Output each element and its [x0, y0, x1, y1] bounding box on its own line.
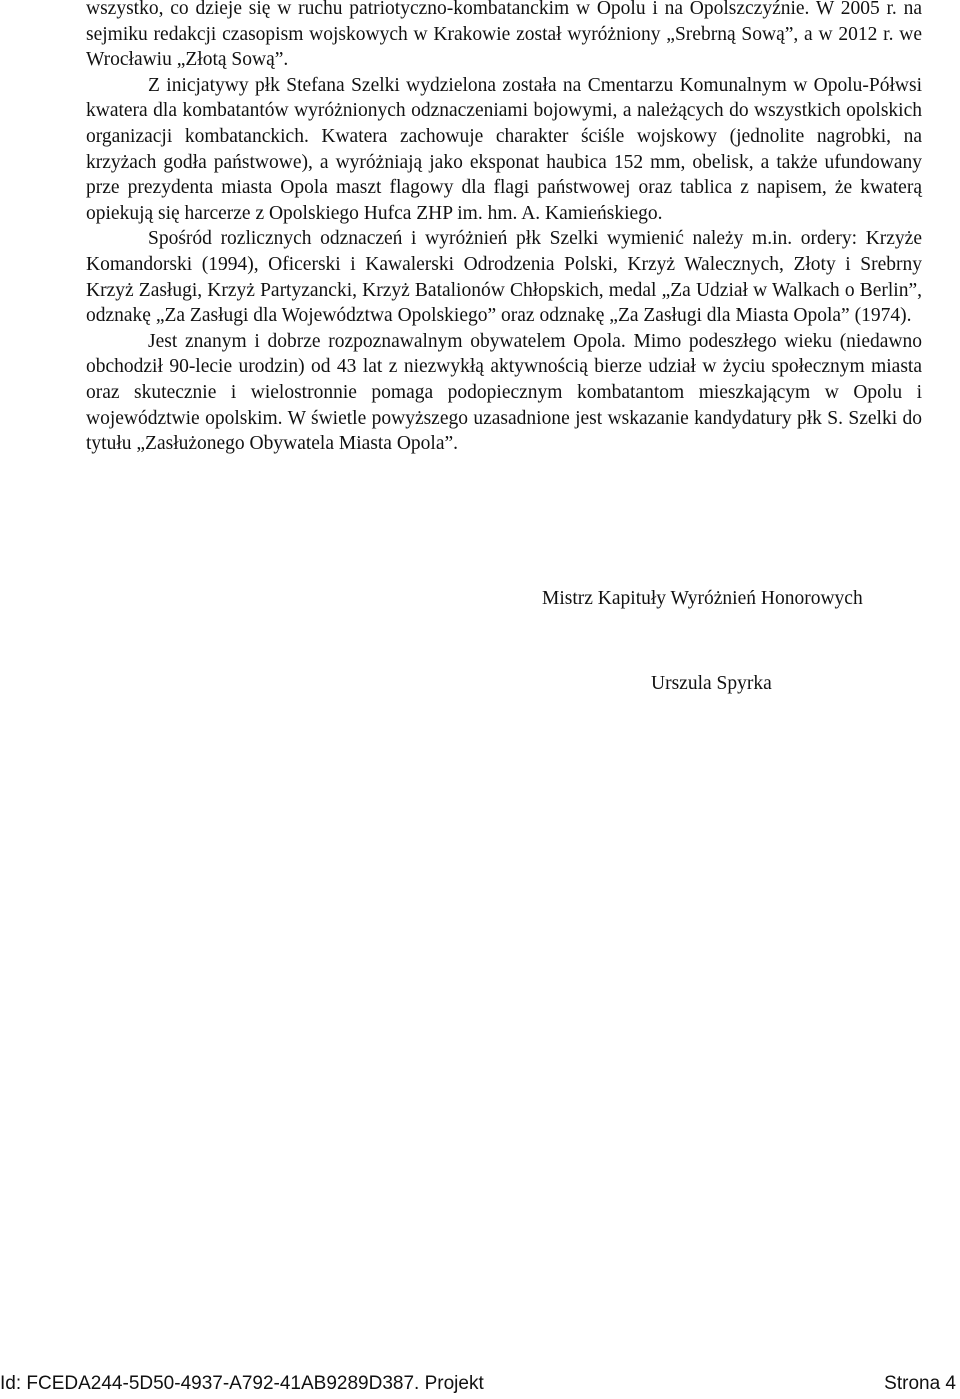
paragraph-awards: Spośród rozlicznych odznaczeń i wyróżnień płk Szelki wymienić należy m.in. ordery: Krzyże Komandorski (1994), Oficerski i Kawalerski Odrodzenia Polski, Krzyż Walecznych, Złoty i Srebrny Krzyż Zasługi, Krzyż Partyzancki, Krzyż Batalionów Chłopskich, medal „Za Udział w Walkach o Berlin”, odznakę „Za Zasługi dla Województwa Opolskiego” oraz odznakę „Za Zasługi dla Miasta Opola” (1974).: [86, 228, 922, 327]
page-footer: [0, 1370, 960, 1398]
paragraph-justification: Jest znanym i dobrze rozpoznawalnym obywatelem Opola. Mimo podeszłego wieku (niedawno obchodził 90-lecie urodzin) od 43 lat z niezwykłą aktywnością bierze udział w życiu społecznym miasta oraz skutecznie i wielostronnie pomaga podopiecznym kombatantom mieszkającym w Opolu i województwie opolskim. W świetle powyższego uzasadnione jest wskazanie kandydatury płk S. Szelki do tytułu „Zasłużonego Obywatela Miasta Opola”.: [86, 330, 922, 455]
document-body: [86, 0, 922, 457]
paragraph-memorial-quarter: Z inicjatywy płk Stefana Szelki wydzielona została na Cmentarzu Komunalnym w Opolu-Półwsi kwatera dla kombatantów wyróżnionych odznaczeniami bojowymi, a należących do wszystkich opolskich organizacji kombatanckich. Kwatera zachowuje charakter ściśle wojskowy (jednolite nagrobki, na krzyżach godła państwowe), a wyróżniają jako eksponat haubica 152 mm, obelisk, a także ufundowany prze prezydenta miasta Opola maszt flagowy dla flagi państwowej oraz tablica z napisem, że kwaterą opiekują się harcerze z Opolskiego Hufca ZHP im. hm. A. Kamieńskiego.: [86, 74, 922, 224]
footer-document-id: Id: FCEDA244-5D50-4937-A792-41AB9289D387. Projekt: [0, 1373, 484, 1394]
signature-title: Mistrz Kapituły Wyróżnień Honorowych: [542, 588, 863, 609]
signature-name: Urszula Spyrka: [651, 673, 772, 694]
paragraph-continuation: wszystko, co dzieje się w ruchu patriotyczno-kombatanckim w Opolu i na Opolszczyźnie. W 2005 r. na sejmiku redakcji czasopism wojskowych w Krakowie został wyróżniony „Srebrną Sową”, a w 2012 r. we Wrocławiu „Złotą Sową”.: [86, 0, 922, 71]
footer-page-number: Strona 4: [884, 1373, 956, 1394]
